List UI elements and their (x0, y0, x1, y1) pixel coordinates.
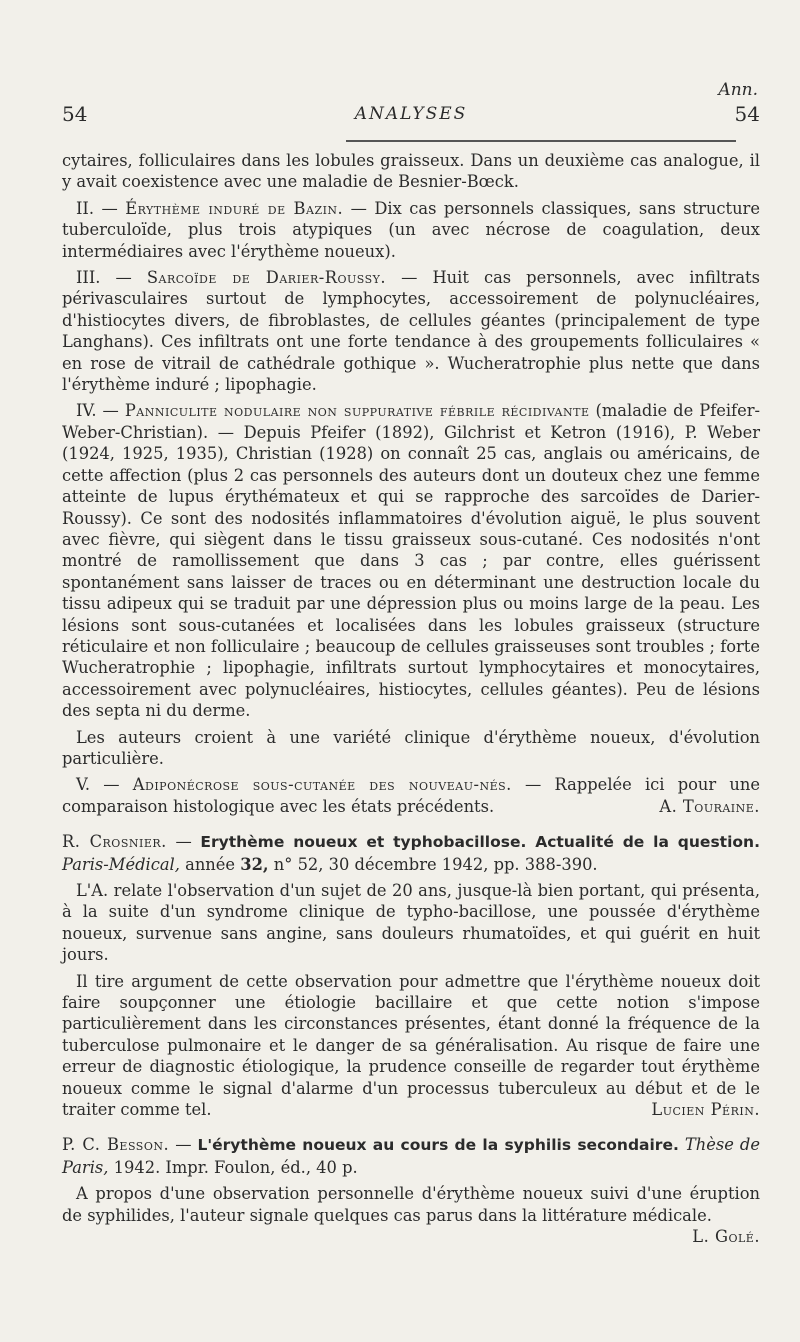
reference-1-author: R. Crosnier. (62, 832, 167, 852)
section-3-text: — Huit cas personnels, avec infiltrats périvasculaires surtout de lymphocytes, accessoirement de polynucléaires, d'histiocytes divers, de fibroblastes, de cellules géantes (principalement de type Langhans). Ces infiltrats ont une forte tendance à des groupements folliculaires « en rose de vitrail de cathédrale gothique ». Wucheratrophie plus nette que dans l'érythème induré ; lipophagie. (62, 268, 760, 395)
page-number-right: 54 (734, 102, 760, 126)
reference-1-paragraph-2 (62, 971, 760, 1121)
reference-1-volume: 32, (240, 854, 269, 874)
reference-2-publisher: 1942. Impr. Foulon, éd., 40 p. (113, 1157, 358, 1177)
reference-2-author: P. C. Besson. (62, 1135, 170, 1155)
section-5 (62, 774, 760, 817)
reference-1-dash: — (175, 832, 192, 852)
page-body (62, 150, 760, 1253)
intro-paragraph: cytaires, folliculaires dans les lobules graisseux. Dans un deuxième cas analogue, il y avait coexistence avec une maladie de Besnier-Bœck. (62, 151, 760, 192)
section-2-title: Érythème induré de Bazin. (125, 198, 344, 218)
reference-1-paragraph-1: L'A. relate l'observation d'un sujet de 20 ans, jusque-là bien portant, qui présenta, à la suite d'un syndrome clinique de typho-bacillose, une poussée d'érythème noueux, survenue sans angine, sans douleurs rhumatoïdes, et qui guérit en huit jours. (62, 881, 760, 965)
page-header (62, 102, 760, 128)
section-2 (62, 198, 760, 262)
section-5-signature: A. Touraine. (659, 796, 760, 816)
reference-2-dash: — (175, 1135, 192, 1155)
reference-1-issue: n° 52, 30 décembre 1942, pp. 388-390. (273, 854, 598, 874)
section-2-number: II. — (76, 198, 118, 218)
section-4 (62, 400, 760, 721)
section-5-number: V. — (76, 775, 120, 795)
page-number-left: 54 (62, 102, 88, 126)
reference-1-title: Erythème noueux et typhobacillose. Actualité de la question. (200, 833, 760, 852)
reference-1 (62, 831, 760, 875)
section-5-text: — Rappelée ici pour une comparaison histologique avec les états précédents. (62, 775, 760, 816)
section-5-title: Adiponécrose sous-cutanée des nouveau-nés. (132, 775, 512, 795)
reference-1-signature: Lucien Périn. (651, 1100, 760, 1120)
reference-2-thesis: Thèse de Paris, (62, 1135, 760, 1177)
reference-2-paragraph-1 (62, 1183, 760, 1247)
section-4-conclusion: Les auteurs croient à une variété clinique d'érythème noueux, d'évolution particulière. (62, 727, 760, 768)
section-3 (62, 267, 760, 395)
section-4-title: Panniculite nodulaire non suppurative fébrile récidivante (124, 401, 590, 421)
reference-2-signature: L. Golé. (692, 1227, 760, 1247)
reference-2-title: L'érythème noueux au cours de la syphilis secondaire. (197, 1136, 679, 1155)
reference-1-year-label: année (185, 854, 236, 874)
reference-1-paragraph-2-text: Il tire argument de cette observation pour admettre que l'érythème noueux doit faire soupçonner une étiologie bacillaire et que cette notion s'impose particulièrement dans les circonstances présentes, étant donné la fréquence de la tuberculose pulmonaire et le danger de sa généralisation. Au risque de faire une erreur de diagnostic étiologique, la prudence conseille de regarder tout érythème noueux comme le signal d'alarme d'un processus tuberculeux au début et de le traiter comme tel. (62, 971, 760, 1120)
section-4-number: IV. — (76, 401, 119, 421)
ann-note: Ann. (718, 80, 758, 100)
section-3-title: Sarcoïde de Darier-Roussy. (146, 268, 387, 288)
header-rule (346, 140, 736, 142)
running-title: ANALYSES (354, 104, 468, 124)
section-2-text: — Dix cas personnels classiques, sans structure tuberculoïde, plus trois atypiques (un avec nécrose de coagulation, deux intermédiaires avec l'érythème noueux). (62, 198, 760, 261)
reference-2 (62, 1134, 760, 1178)
reference-2-paragraph-1-text: A propos d'une observation personnelle d'érythème noueux suivi d'une éruption de syphilides, l'auteur signale quelques cas parus dans la littérature médicale. (62, 1184, 760, 1225)
section-3-number: III. — (76, 268, 132, 288)
reference-1-journal: Paris-Médical, (62, 854, 180, 874)
section-4-text: (maladie de Pfeifer-Weber-Christian). — Depuis Pfeifer (1892), Gilchrist et Ketron (1916), P. Weber (1924, 1925, 1935), Christian (1928) on connaît 25 cas, anglais ou américains, de cette affection (plus 2 cas personnels des auteurs dont un douteux chez une femme atteinte de lupus érythémateux et qui se rapproche des sarcoïdes de Darier-Roussy). Ce sont des nodosités inflammatoires d'évolution aiguë, le plus souvent avec fièvre, qui siègent dans le tissu graisseux sous-cutané. Ces nodosités n'ont montré de ramollissement que dans 3 cas ; par contre, elles guérissent spontanément sans laisser de traces ou en déterminant une destruction locale du tissu adipeux qui se traduit par une dépression plus ou moins large de la peau. Les lésions sont sous-cutanées et localisées dans les lobules graisseux (structure réticulaire et non folliculaire ; beaucoup de cellules graisseuses sont troubles ; forte Wucheratrophie ; lipophagie, infiltrats surtout lymphocytaires et monocytaires, accessoirement avec polynucléaires, histiocytes, cellules géantes). Peu de lésions des septa ni du derme. (62, 401, 761, 721)
